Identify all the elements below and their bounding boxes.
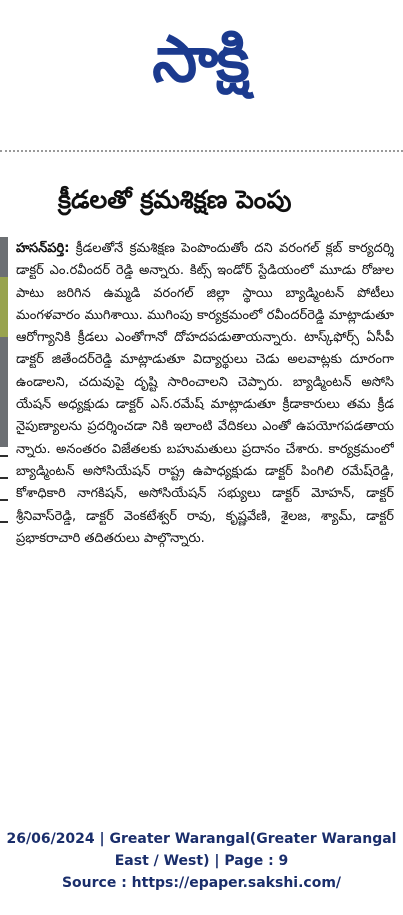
logo-text: సాక్షి — [152, 22, 248, 97]
column-mark — [0, 455, 8, 457]
footer-source-link[interactable]: Source : https://epaper.sakshi.com/ — [61, 875, 342, 891]
source-footer — [0, 828, 403, 908]
article-dateline: హసన్‌పర్తి: — [16, 241, 70, 256]
column-mark — [0, 499, 8, 501]
article-body — [16, 238, 394, 810]
article-headline: క్రీడలతో క్రమశిక్షణ పెంపు — [58, 185, 292, 214]
photo-tint — [0, 277, 8, 337]
adjacent-column-edge — [0, 455, 10, 575]
footer-date-edition: 26/06/2024 | Greater Warangal(Greater Warangal — [6, 831, 397, 847]
sakshi-logo[interactable] — [100, 12, 300, 107]
masthead — [0, 0, 403, 120]
footer-edition-page: East / West) | Page : 9 — [114, 853, 289, 869]
column-mark — [0, 521, 8, 523]
adjacent-photo-edge — [0, 237, 8, 447]
dotted-divider — [0, 150, 403, 152]
article-text: క్రీడలతోనే క్రమశిక్షణ పెంపొందుతోం దని వరంగల్‌ క్లబ్‌ కార్యదర్శి డాక్టర్‌ ఎం.రవీందర్‌ రెడ్డి అన్నారు. కిట్స్‌ ఇండోర్‌ స్టేడియంలో మూడు రోజుల పాటు జరిగిన ఉమ్మడి వరంగల్‌ జిల్లా స్థాయి బ్యాడ్మింటన్‌ పోటీలు మంగళవారం ముగిశాయి. ముగింపు కార్యక్రమంలో రవీందర్‌రెడ్డి మాట్లాడుతూ ఆరోగ్యానికి క్రీడలు ఎంతోగానో దోహదపడుతాయన్నారు. టాస్క్‌ఫోర్స్‌ ఏసీపీ డాక్టర్‌ జితేందర్‌రెడ్డి మాట్లాడుతూ విద్యార్థులు చెడు అలవాట్లకు దూరంగా ఉండాలని, చదువుపై దృష్టి సారించాలని చెప్పారు. బ్యాడ్మింటన్‌ అసోసి యేషన్‌ అధ్యక్షుడు డాక్టర్‌ ఎస్‌.రమేష్‌ మాట్లాడుతూ క్రీడాకారులు తమ క్రీడ నైపుణ్యాలను ప్రదర్శించడా నికి ఇలాంటి వేదికలు ఎంతో ఉపయోగపడతాయ న్నారు. అనంతరం విజేతలకు బహుమతులు ప్రదానం చేశారు. కార్యక్రమంలో బ్యాడ్మింటన్‌ అసోసియేషన్‌ రాష్ట్ర ఉపాధ్యక్షుడు డాక్టర్‌ పింగిలి రమేష్‌రెడ్డి, కోశాధికారి నాగకిషన్‌, అసోసియేషన్‌ సభ్యులు డాక్టర్‌ మోహన్‌, డాక్టర్‌ శ్రీనివాస్‌రెడ్డి, డాక్టర్‌ వెంకటేశ్వర్‌ రావు, కృష్ణవేణి, శైలజ, శ్యామ్‌, డాక్టర్‌ ప్రభాకరాచారి తదితరులు పాల్గొన్నారు. — [16, 241, 394, 546]
column-mark — [0, 477, 8, 479]
